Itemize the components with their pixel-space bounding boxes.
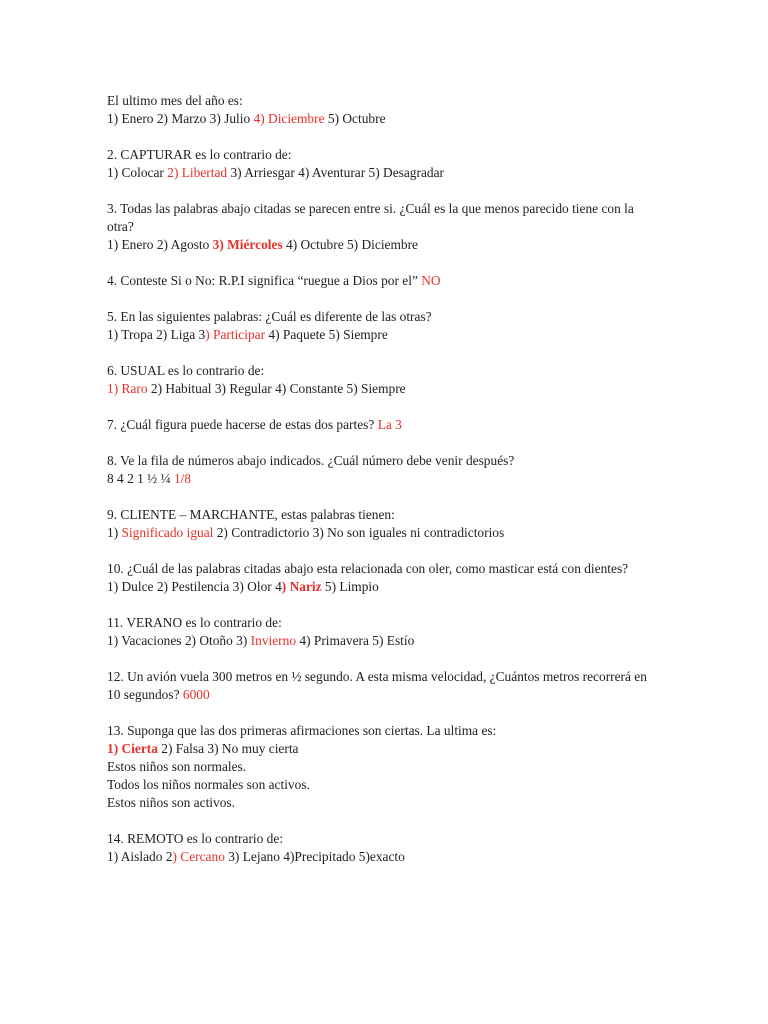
question-text bbox=[107, 614, 728, 632]
answer-line bbox=[107, 380, 728, 398]
text-segment: 1) bbox=[107, 525, 122, 540]
question-text bbox=[107, 416, 728, 434]
text-segment: 1) Vacaciones 2) Otoño 3) bbox=[107, 633, 251, 648]
question-text bbox=[107, 452, 728, 470]
question-block bbox=[107, 200, 728, 254]
highlighted-answer: 6000 bbox=[182, 687, 210, 702]
answer-line bbox=[107, 740, 728, 758]
text-segment: 5. En las siguientes palabras: ¿Cuál es diferente de las otras? bbox=[107, 309, 432, 324]
highlighted-answer: Invierno bbox=[250, 633, 297, 648]
highlighted-answer: 1/8 bbox=[173, 471, 192, 486]
text-segment: 7. ¿Cuál figura puede hacerse de estas dos partes? bbox=[107, 417, 378, 432]
text-segment: 1) Aislado 2 bbox=[107, 849, 173, 864]
text-segment: 2) Contradictorio 3) No son iguales ni contradictorios bbox=[213, 525, 505, 540]
highlighted-answer: 3) Miércoles bbox=[212, 237, 283, 252]
text-segment: Estos niños son activos. bbox=[107, 795, 235, 810]
question-text bbox=[107, 308, 728, 326]
text-segment: 4) Octubre 5) Diciembre bbox=[282, 237, 418, 252]
answer-line bbox=[107, 470, 728, 488]
text-segment: 12. Un avión vuela 300 metros en ½ segundo. A esta misma velocidad, ¿Cuántos metros recorrerá en 10 segundos? bbox=[107, 669, 647, 702]
question-text bbox=[107, 362, 728, 380]
text-segment: 6. USUAL es lo contrario de: bbox=[107, 363, 265, 378]
question-block bbox=[107, 614, 728, 650]
question-block bbox=[107, 560, 728, 596]
text-segment: 8 4 2 1 ½ ¼ bbox=[107, 471, 174, 486]
question-block bbox=[107, 272, 728, 290]
text-segment: 4. Conteste Si o No: R.P.I significa “ruegue a Dios por el” bbox=[107, 273, 422, 288]
text-segment: 3) Arriesgar 4) Aventurar 5) Desagradar bbox=[227, 165, 444, 180]
text-segment: 5) Octubre bbox=[324, 111, 386, 126]
highlighted-answer: NO bbox=[421, 273, 441, 288]
question-block bbox=[107, 452, 728, 488]
text-segment: 3. Todas las palabras abajo citadas se parecen entre si. ¿Cuál es la que menos parecido tiene con la otra? bbox=[107, 201, 634, 234]
highlighted-answer: 2) Libertad bbox=[167, 165, 228, 180]
highlighted-answer: 4) Diciembre bbox=[253, 111, 325, 126]
question-block bbox=[107, 92, 728, 128]
question-text bbox=[107, 146, 728, 164]
answer-line bbox=[107, 164, 728, 182]
text-segment: 13. Suponga que las dos primeras afirmaciones son ciertas. La ultima es: bbox=[107, 723, 497, 738]
highlighted-answer: ) Participar bbox=[205, 327, 266, 342]
text-segment: 2) Habitual 3) Regular 4) Constante 5) Siempre bbox=[147, 381, 406, 396]
answer-line bbox=[107, 632, 728, 650]
question-block bbox=[107, 362, 728, 398]
answer-line bbox=[107, 776, 728, 794]
question-text bbox=[107, 830, 728, 848]
answer-line bbox=[107, 758, 728, 776]
answer-line bbox=[107, 326, 728, 344]
text-segment: 2. CAPTURAR es lo contrario de: bbox=[107, 147, 292, 162]
text-segment: 9. CLIENTE – MARCHANTE, estas palabras tienen: bbox=[107, 507, 395, 522]
question-text bbox=[107, 200, 647, 236]
highlighted-answer: La 3 bbox=[377, 417, 402, 432]
text-segment: 14. REMOTO es lo contrario de: bbox=[107, 831, 284, 846]
question-block bbox=[107, 416, 728, 434]
answer-line bbox=[107, 794, 728, 812]
answer-line bbox=[107, 848, 728, 866]
answer-line bbox=[107, 524, 728, 542]
text-segment: Todos los niños normales son activos. bbox=[107, 777, 310, 792]
question-text bbox=[107, 92, 728, 110]
answer-line bbox=[107, 236, 728, 254]
question-text bbox=[107, 272, 728, 290]
question-block bbox=[107, 146, 728, 182]
highlighted-answer: ) Nariz bbox=[281, 579, 322, 594]
text-segment: 5) Limpio bbox=[321, 579, 379, 594]
answer-line bbox=[107, 110, 728, 128]
text-segment: 1) Tropa 2) Liga 3 bbox=[107, 327, 206, 342]
question-text bbox=[107, 722, 728, 740]
question-block bbox=[107, 308, 728, 344]
question-block bbox=[107, 830, 728, 866]
answer-line bbox=[107, 578, 728, 596]
text-segment: 1) Colocar bbox=[107, 165, 168, 180]
question-block bbox=[107, 668, 728, 704]
text-segment: 8. Ve la fila de números abajo indicados. ¿Cuál número debe venir después? bbox=[107, 453, 515, 468]
text-segment: 4) Paquete 5) Siempre bbox=[265, 327, 388, 342]
highlighted-answer: 1) Cierta bbox=[107, 741, 158, 756]
highlighted-answer: 1) Raro bbox=[107, 381, 148, 396]
text-segment: Estos niños son normales. bbox=[107, 759, 247, 774]
question-text bbox=[107, 560, 647, 578]
text-segment: El ultimo mes del año es: bbox=[107, 93, 243, 108]
question-block bbox=[107, 722, 728, 812]
text-segment: 1) Enero 2) Marzo 3) Julio bbox=[107, 111, 254, 126]
text-segment: 1) Enero 2) Agosto bbox=[107, 237, 213, 252]
highlighted-answer: ) Cercano bbox=[172, 849, 225, 864]
text-segment: 10. ¿Cuál de las palabras citadas abajo esta relacionada con oler, como masticar está con dientes? bbox=[107, 561, 629, 576]
text-segment: 1) Dulce 2) Pestilencia 3) Olor 4 bbox=[107, 579, 282, 594]
text-segment: 4) Primavera 5) Estío bbox=[296, 633, 415, 648]
text-segment: 3) Lejano 4)Precipitado 5)exacto bbox=[224, 849, 405, 864]
question-text bbox=[107, 668, 647, 704]
highlighted-answer: Significado igual bbox=[121, 525, 214, 540]
question-block bbox=[107, 506, 728, 542]
question-text bbox=[107, 506, 728, 524]
text-segment: 2) Falsa 3) No muy cierta bbox=[157, 741, 299, 756]
text-segment: 11. VERANO es lo contrario de: bbox=[107, 615, 282, 630]
